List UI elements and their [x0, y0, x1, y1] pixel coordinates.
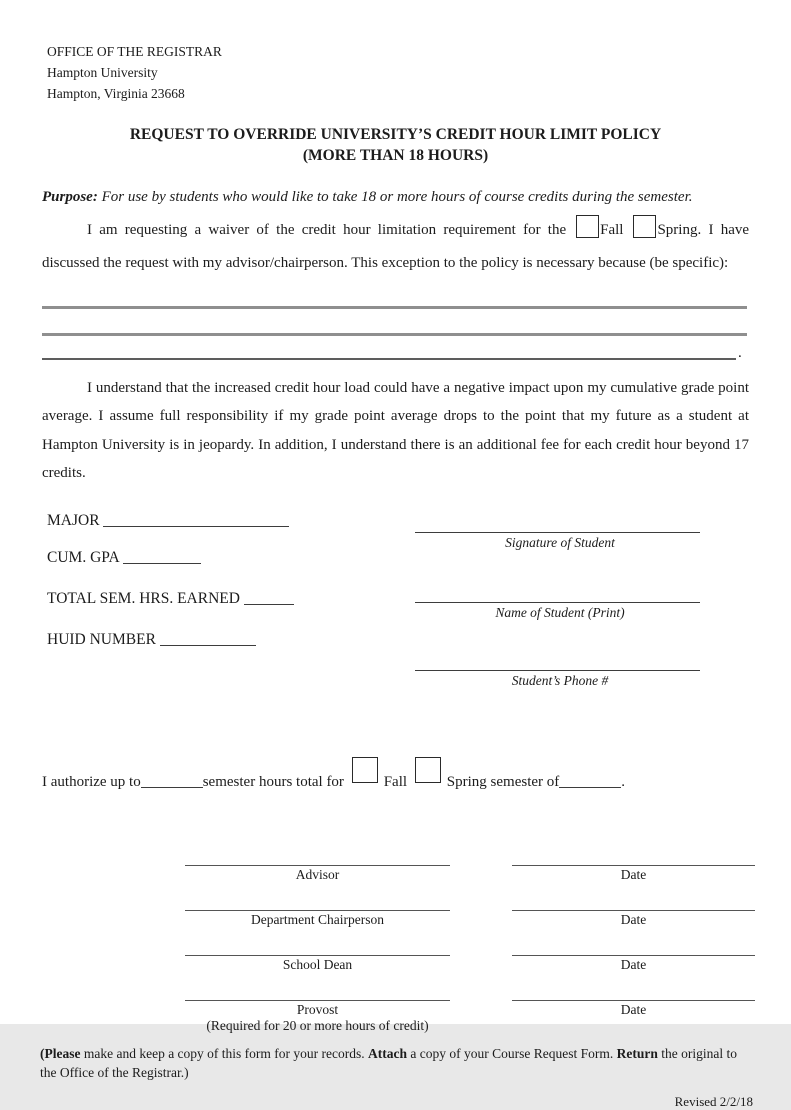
reason-write-in-area	[42, 290, 747, 360]
spring-checkbox-label: Spring.	[657, 221, 702, 238]
purpose-statement	[42, 189, 749, 206]
revised-date: Revised 2/2/18	[674, 1094, 753, 1110]
huid-label: HUID NUMBER	[47, 630, 156, 648]
request-text-2: I have discussed the request with my advisor/chairperson. This exception to the policy is necessary because (be specific):	[42, 221, 750, 271]
major-label: MAJOR	[47, 511, 100, 529]
purpose-text: For use by students who would like to take 18 or more hours of course credits during the semester.	[101, 188, 693, 205]
provost-date-line[interactable]	[512, 984, 755, 1001]
major-field-row	[47, 510, 377, 532]
school-dean-date-label: Date	[620, 956, 647, 972]
fall-checkbox-label: Fall	[600, 221, 624, 238]
authorize-text-3: Spring semester of	[446, 773, 560, 790]
footer-return-bold: Return	[616, 1045, 658, 1061]
understanding-text: I understand that the increased credit hour load could have a negative impact upon my cumulative grade point average. I assume full responsibility if my grade point average drops to the point that my future as a student at Hampton University is in jeopardy. In addition, I understand there is an additional fee for each credit hour beyond 17 credits.	[42, 379, 749, 482]
request-paragraph	[42, 214, 749, 280]
department-chairperson-date-line[interactable]	[512, 894, 755, 911]
gpa-blank[interactable]	[123, 549, 201, 564]
sem-hrs-label: TOTAL SEM. HRS. EARNED	[47, 589, 240, 607]
footer-text-3: the original to the Office of the Registrar.)	[40, 1045, 737, 1080]
student-phone-label: Student’s Phone #	[511, 672, 609, 688]
letterhead-office: OFFICE OF THE REGISTRAR	[47, 44, 222, 59]
fall-checkbox[interactable]	[576, 215, 599, 238]
advisor-row	[0, 849, 791, 883]
student-fields-column	[47, 510, 377, 705]
department-chairperson-row	[0, 894, 791, 928]
letterhead-address: Hampton, Virginia 23668	[47, 85, 185, 101]
authorize-text-1: I authorize up to	[42, 773, 141, 790]
approval-signatures	[0, 849, 791, 1034]
student-phone-line[interactable]	[415, 652, 700, 671]
school-dean-signature-line[interactable]	[185, 939, 450, 956]
huid-blank[interactable]	[160, 631, 256, 646]
school-dean-row	[0, 939, 791, 973]
purpose-label: Purpose:	[42, 188, 98, 205]
provost-row	[0, 984, 791, 1034]
form-subtitle: (MORE THAN 18 HOURS)	[302, 146, 489, 164]
letterhead	[0, 0, 791, 105]
advisor-date-label: Date	[620, 866, 647, 882]
footer-please-bold: (Please	[40, 1045, 81, 1061]
request-text-1: I am requesting a waiver of the credit hour limitation requirement for the	[87, 221, 567, 238]
school-dean-label: School Dean	[282, 956, 353, 972]
provost-requirement-note: (Required for 20 or more hours of credit)	[206, 1017, 429, 1033]
signature-of-student-line[interactable]	[415, 514, 700, 533]
provost-label: Provost	[296, 1001, 339, 1017]
reason-blank-line-2[interactable]	[42, 317, 747, 336]
major-blank[interactable]	[103, 512, 289, 527]
gpa-label: CUM. GPA	[47, 548, 119, 566]
department-chairperson-label: Department Chairperson	[250, 911, 385, 927]
sem-hrs-blank[interactable]	[244, 590, 294, 605]
advisor-date-line[interactable]	[512, 849, 755, 866]
authorization-sentence	[42, 757, 749, 791]
footer-attach-bold: Attach	[368, 1045, 408, 1061]
authorize-fall-checkbox[interactable]	[352, 757, 378, 783]
school-dean-date-line[interactable]	[512, 939, 755, 956]
reason-blank-line-1[interactable]	[42, 290, 747, 309]
authorize-text-2: semester hours total for	[202, 773, 344, 790]
authorize-spring-checkbox[interactable]	[415, 757, 441, 783]
authorize-semester-blank[interactable]	[559, 773, 621, 788]
gpa-field-row	[47, 547, 377, 569]
student-signature-column	[415, 510, 705, 705]
huid-field-row	[47, 629, 377, 651]
footer-instructions	[40, 1045, 751, 1083]
student-signature-block	[415, 514, 705, 551]
form-title: REQUEST TO OVERRIDE UNIVERSITY’S CREDIT HOUR LIMIT POLICY	[129, 125, 662, 143]
advisor-label: Advisor	[295, 866, 340, 882]
reason-end-period: .	[738, 344, 742, 361]
authorize-fall-label: Fall	[383, 773, 408, 790]
authorize-hours-blank[interactable]	[141, 773, 203, 788]
department-chairperson-signature-line[interactable]	[185, 894, 450, 911]
signature-of-student-label: Signature of Student	[505, 534, 615, 550]
understanding-paragraph	[42, 374, 749, 488]
sem-hrs-field-row	[47, 588, 377, 610]
authorize-end-period: .	[621, 773, 626, 790]
advisor-signature-line[interactable]	[185, 849, 450, 866]
spring-checkbox[interactable]	[633, 215, 656, 238]
form-title-block	[0, 125, 791, 167]
department-chairperson-date-label: Date	[620, 911, 647, 927]
name-of-student-line[interactable]	[415, 584, 700, 603]
footer-text-1: make and keep a copy of this form for your records.	[80, 1045, 369, 1061]
student-phone-block	[415, 652, 705, 689]
student-info-section	[47, 510, 749, 705]
provost-signature-line[interactable]	[185, 984, 450, 1001]
student-name-block	[415, 584, 705, 621]
footer-text-2: a copy of your Course Request Form.	[407, 1045, 617, 1061]
reason-blank-line-3[interactable]	[42, 342, 736, 360]
name-of-student-label: Name of Student (Print)	[495, 604, 625, 620]
provost-date-label: Date	[620, 1001, 647, 1017]
letterhead-university: Hampton University	[47, 64, 158, 80]
